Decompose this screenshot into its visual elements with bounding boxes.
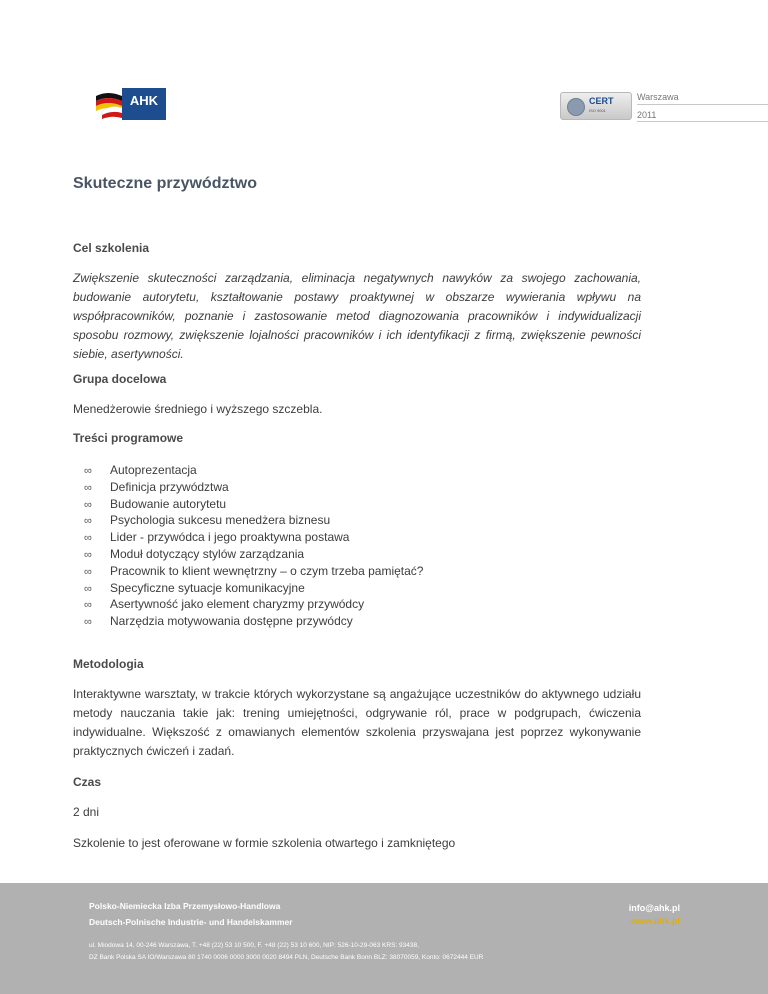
footer-address-1: ul. Miodowa 14, 00-246 Warszawa, T. +48 (22) 53 10 500, F. +48 (22) 53 10 600, NIP: 526-10-29-063 KRS: 93438, bbox=[89, 942, 419, 949]
infinity-bullet-icon: ∞ bbox=[84, 548, 92, 561]
list-item-label: Definicja przywództwa bbox=[110, 479, 229, 494]
infinity-bullet-icon: ∞ bbox=[84, 616, 92, 629]
ahk-logo-text: AHK bbox=[122, 88, 166, 120]
cert-label: CERT bbox=[589, 96, 614, 106]
flag-logo-icon bbox=[94, 88, 124, 120]
infinity-bullet-icon: ∞ bbox=[84, 481, 92, 494]
list-item bbox=[84, 462, 423, 479]
goal-text: Zwiększenie skuteczności zarządzania, eliminacja negatywnych nawyków za swojego zachowania, budowanie autorytetu, kształtowanie postawy proaktywnej w obszarze wywierania wpływu na współpracowników, poznanie i zastosowanie metod diagnozowania pracowników i indywidualizacji sposobu rozmowy, zwiększenie lojalności pracowników i ich identyfikacji z firmą, zwiększenie pewności siebie, asertywności. bbox=[73, 271, 641, 361]
ahk-logo bbox=[94, 88, 166, 120]
list-item-label: Pracownik to klient wewnętrzny – o czym trzeba pamiętać? bbox=[110, 563, 424, 578]
list-item-label: Narzędzia motywowania dostępne przywódcy bbox=[110, 614, 353, 629]
list-item bbox=[84, 563, 423, 580]
page-footer bbox=[0, 883, 768, 994]
footer-org-de: Deutsch-Polnische Industrie- und Handelskammer bbox=[89, 917, 293, 927]
infinity-bullet-icon: ∞ bbox=[84, 465, 92, 477]
infinity-bullet-icon: ∞ bbox=[84, 532, 92, 545]
header-year: 2011 bbox=[637, 110, 657, 120]
list-item bbox=[84, 580, 423, 597]
list-item bbox=[84, 596, 423, 613]
target-group-heading: Grupa docelowa bbox=[73, 372, 167, 386]
footer-org-pl: Polsko-Niemiecka Izba Przemysłowo-Handlowa bbox=[89, 901, 281, 911]
program-list bbox=[84, 462, 423, 630]
time-text: 2 dni bbox=[73, 805, 100, 819]
offer-note: Szkolenie to jest oferowane w formie szkolenia otwartego i zamkniętego bbox=[73, 836, 456, 850]
methodology-text: Interaktywne warsztaty, w trakcie których wykorzystane są angażujące uczestników do aktywnego udziału metody nauczania takie jak: trening umiejętności, odgrywanie ról, prace w podgrupach, ćwiczenia indywidualne. Większość z omawianych elementów szkolenia przyswajana jest poprzez wykonywanie praktycznych ćwiczeń i zadań. bbox=[73, 687, 641, 758]
infinity-bullet-icon: ∞ bbox=[84, 599, 92, 612]
target-group-text: Menedżerowie średniego i wyższego szczebla. bbox=[73, 402, 323, 416]
cert-standard: ISO 9001 bbox=[589, 108, 606, 113]
list-item bbox=[84, 496, 423, 513]
header-divider-bottom bbox=[637, 121, 768, 122]
footer-address-2: DZ Bank Polska SA IO/Warszawa 80 1740 0006 0000 3000 0020 8494 PLN, Deutsche Bank Bonn BLZ: 38070059, Konto: 0672444 EUR bbox=[89, 954, 484, 961]
list-item bbox=[84, 613, 423, 630]
list-item-label: Specyficzne sytuacje komunikacyjne bbox=[110, 580, 305, 595]
list-item-label: Lider - przywódca i jego proaktywna postawa bbox=[110, 530, 350, 545]
list-item bbox=[84, 546, 423, 563]
list-item bbox=[84, 479, 423, 496]
goal-heading: Cel szkolenia bbox=[73, 241, 150, 255]
list-item bbox=[84, 529, 423, 546]
methodology-heading: Metodologia bbox=[73, 657, 144, 671]
footer-email-link[interactable]: info@ahk.pl bbox=[628, 903, 680, 913]
infinity-bullet-icon: ∞ bbox=[84, 498, 92, 511]
infinity-bullet-icon: ∞ bbox=[84, 565, 92, 578]
document-title: Skuteczne przywództwo bbox=[73, 175, 258, 192]
list-item-label: Autoprezentacja bbox=[110, 463, 197, 477]
program-heading: Treści programowe bbox=[73, 431, 184, 445]
list-item-label: Asertywność jako element charyzmy przywódcy bbox=[110, 597, 365, 612]
infinity-bullet-icon: ∞ bbox=[84, 515, 92, 528]
header-divider bbox=[637, 104, 768, 105]
list-item-label: Psychologia sukcesu menedżera biznesu bbox=[110, 513, 331, 528]
header-city: Warszawa bbox=[637, 92, 679, 102]
infinity-bullet-icon: ∞ bbox=[84, 582, 92, 595]
footer-web-link[interactable]: www.ahk.pl bbox=[630, 916, 680, 926]
cert-badge bbox=[560, 92, 632, 120]
cert-seal-icon bbox=[567, 98, 585, 116]
list-item bbox=[84, 512, 423, 529]
list-item-label: Budowanie autorytetu bbox=[110, 496, 227, 511]
time-heading: Czas bbox=[73, 775, 102, 789]
list-item-label: Moduł dotyczący stylów zarządzania bbox=[110, 546, 305, 561]
